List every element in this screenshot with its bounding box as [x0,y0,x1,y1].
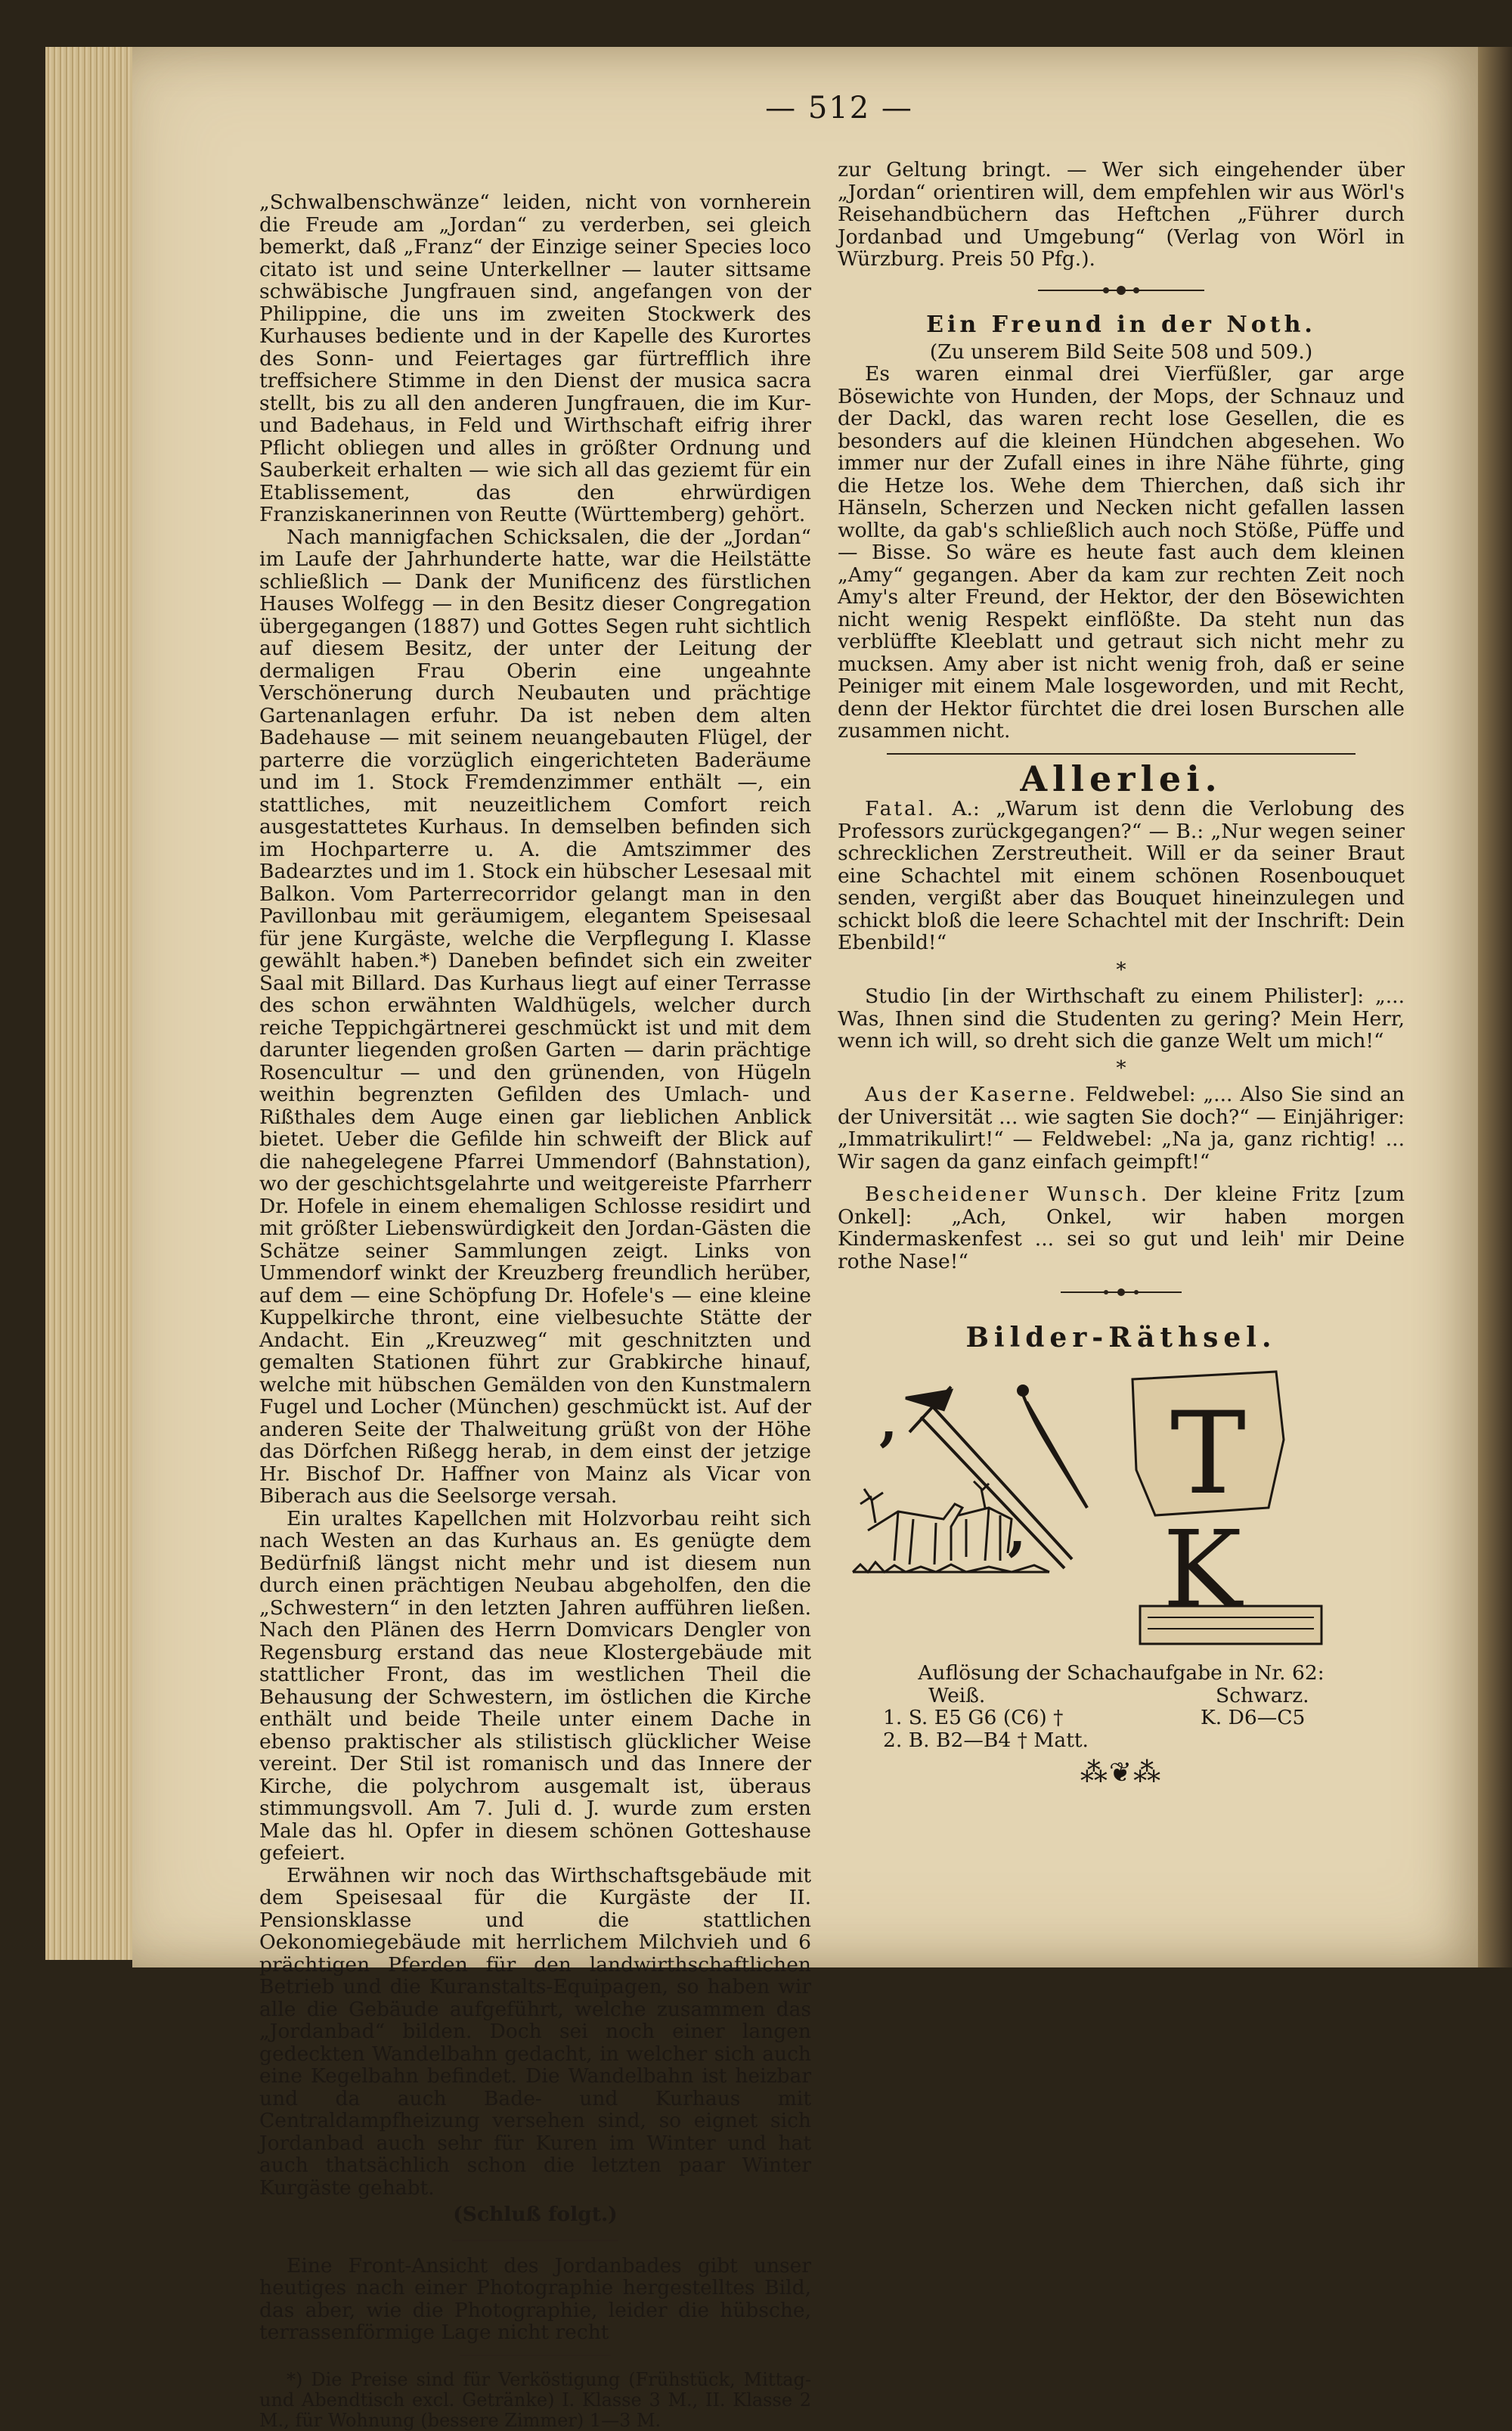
joke-lead: Fatal. [865,797,936,820]
divider [887,753,1356,755]
story-text: Es waren einmal drei Vierfüßler, gar arge Bösewichte von Hunden, der Mops, der Schnauz und der Dackl, das waren recht lose Gesellen, die es besonders auf die kleinen Hündchen abgesehen. Wo immer nur der Zufall eines in ihre Nähe führte, ging die Hetze los. Wehe dem Thierchen, daß sich ihr Hänseln, Scherzen und Necken nicht gefallen lassen wollte, da gab's schließlich auch noch Stöße, Püffe und — Bisse. So wäre es heute fast auch dem kleinen „Amy“ gegangen. Aber da kam zur rechten Zeit noch Amy's alter Freund, der Hektor, der den Bösewichten nicht wenig Respekt einflößte. Da steht nun das verblüffte Kleeblatt und getraut sich nicht mehr zu mucksen. Amy aber ist nicht wenig froh, daß er seine Peiniger mit einem Male losgeworden, und mit Recht, denn der Hektor fürchtet die drei losen Burschen alle zusammen nicht. [838,362,1405,743]
divider [460,2355,611,2356]
chess-solution [838,1662,1405,1751]
picture-rebus [838,1357,1405,1651]
ornament-divider [838,280,1405,302]
closing-ornament: ⁂❦⁂ [1080,1757,1163,1788]
chess-header [838,1685,1405,1707]
article-continuation: zur Geltung bringt. — Wer sich eingehender über „Jordan“ orientiren will, dem empfehlen wir aus Wörl's Reisehandbüchern das Heftchen „Führer durch Jordanbad und Umgebung“ (Verlag von Wörl in Würzburg. Preis 50 Pfg.). [838,158,1405,271]
book-page-edges [45,47,136,1960]
joke-text: Der kleine Fritz [zum Onkel]: „Ach, Onkel, wir haben morgen Kindermaskenfest ... sei so gut und leih' mir Deine rothe Nase!“ [838,1183,1405,1273]
book-gutter [1478,47,1512,1967]
joke-lead: Bescheidener Wunsch. [865,1183,1150,1206]
article-paragraph: Nach mannigfachen Schicksalen, die der „Jordan“ im Laufe der Jahrhunderte hatte, war die Heilstätte schließlich — Dank der Munificenz des fürstlichen Hauses Wolfegg — in den Besitz dieser Congregation übergegangen (1887) und Gottes Segen ruht sichtlich auf diesem Besitz, der unter der Leitung der dermaligen Frau Oberin eine ungeahnte Verschönerung durch Neubauten und prächtige Gartenanlagen erfuhr. Da ist neben dem alten Badehause — mit seinem neuangebauten Flügel, der parterre die vorzüglich eingerichteten Baderäume und im 1. Stock Fremdenzimmer enthält —, ein stattliches, mit neuzeitlichem Comfort reich ausgestattetes Kurhaus. In demselben befinden sich im Hochparterre u. A. die Amtszimmer des Badearztes und im 1. Stock ein hübscher Lesesaal mit Balkon. Vom Parterrecorridor gelangt man in den Pavillonbau mit geräumigem, elegantem Speisesaal für jene Kurgäste, welche die Verpflegung I. Klasse gewählt haben.*) Daneben befindet sich ein zweiter Saal mit Billard. Das Kurhaus liegt auf einer Terrasse des schon erwähnten Waldhügels, welcher durch reiche Teppichgärtnerei geschmückt ist und mit dem darunter liegenden großen Garten — darin prächtige Rosencultur — und den grünenden, von Hügeln weithin begrenzten Gefilden des Umlach- und Rißthales dem Auge einen gar lieblichen Anblick bietet. Ueber die Gefilde hin schweift der Blick auf die nahegelegene Pfarrei Ummendorf (Bahnstation), wo der geschichtsgelahrte und weitgereiste Pfarrherr Dr. Hofele in einem ehemaligen Schlosse residirt und mit größter Liebenswürdigkeit den Jordan-Gästen die Schätze seiner Sammlungen zeigt. Links von Ummendorf winkt der Kreuzberg freundlich herüber, auf dem — eine Schöpfung Dr. Hofele's — eine kleine Kuppelkirche thront, eine vielbesuchte Stätte der Andacht. Ein „Kreuzweg“ mit geschnitzten und gemalten Stationen führt zur Grabkirche hinauf, welche mit hübschen Gemälden von den Kunstmalern Fugel und Locher (München) geschmückt ist. Auf der anderen Seite der Thalweitung grüßt von der Höhe das Dörfchen Rißegg herab, in dem einst der jetzige Hr. Bischof Dr. Haffner von Mainz als Vicar von Biberach aus die Seelsorge versah. [259,525,811,1508]
rebus-title: Bilder-Räthsel. [965,1321,1277,1353]
joke-lead: Aus der Kaserne. [865,1083,1078,1106]
ornament-svg [1038,284,1204,296]
right-column [838,159,1405,1794]
paper-sheet-icon [1132,1372,1284,1520]
continued-note: (Schluß folgt.) [453,2203,618,2226]
chess-move [838,1729,1405,1752]
joke-text: A.: „Warum ist denn die Verlobung des Professors zurückgegangen?“ — B.: „Nur wegen seiner schrecklichen Zerstreutheit. Will er da seiner Braut eine Schachtel mit einem schönen Rosenbouquet senden, vergißt aber das Bouquet hineinzulegen und schickt bloß die leere Schachtel mit der Inschrift: Dein Ebenbild!“ [838,797,1405,954]
rebus-letter-k: K [1163,1509,1242,1632]
page-number: — 512 — [765,91,913,126]
rebus-illustration [838,1357,1405,1651]
story-subtitle: (Zu unserem Bild Seite 508 und 509.) [929,340,1313,364]
joke-lead: Studio [865,984,931,1008]
footnote: *) Die Preise sind für Verköstigung (Frühstück, Mittag- und Abendtisch excl. Getränke) I. Klasse 3 M., II. Klasse 2 M., für Wohnung (bessere Zimmer) 1—3 M. [259,2368,811,2431]
divider [452,2240,618,2241]
article-paragraph: Ein uraltes Kapellchen mit Holzvorbau reiht sich nach Westen an das Kurhaus an. Es genügte dem Bedürfniß längst nicht mehr und ist diesem nun durch einen prächtigen Neubau abgeholfen, den die „Schwestern“ in den letzten Jahren aufführen ließen. Nach den Plänen des Herrn Domvicars Dengler von Regensburg erstand das neue Klostergebäude mit stattlicher Front, das im westlichen Theil die Behausung der Schwestern, im östlichen die Kirche enthält und beide Theile unter einem Dache in ebenso praktischer als stilistisch glücklicher Weise vereint. Der Stil ist romanisch und das Innere der Kirche, die polychrom ausgemalt ist, überaus stimmungsvoll. Am 7. Juli d. J. wurde zum ersten Male das hl. Opfer in diesem schönen Gotteshause gefeiert. [259,1506,811,1865]
svg-text:,: , [879,1390,898,1453]
joke-text: Feldwebel: „... Also Sie sind an der Universität ... wie sagten Sie doch?“ — Einjähriger: „Immatrikulirt!“ — Feldwebel: „Na ja, ganz richtig! ... Wir sagen da ganz einfach geimpft!“ [838,1083,1405,1174]
svg-text:,: , [1008,1499,1027,1562]
chess-move-white: 1. S. E5 G6 (C6) † [883,1706,1064,1729]
chess-white-label: Weiß. [928,1683,986,1707]
sword-icon [906,1387,1072,1568]
quill-icon [1018,1386,1087,1508]
joke [838,985,1405,1053]
left-column [259,191,811,2431]
chess-black-label: Schwarz. [1216,1683,1309,1707]
image-note: Eine Front-Ansicht des Jordanbades gibt unser heutiges nach einer Photographie hergestelltes Bild, das aber, wie die Photographie, leider die hübsche, terrassenförmige Lage nicht recht [259,2253,811,2344]
chess-move-white: 2. B. B2—B4 † Matt. [883,1728,1089,1752]
story-title: Ein Freund in der Noth. [926,312,1316,338]
separator-star: * [1116,1056,1126,1080]
chess-title: Auflösung der Schachaufgabe in Nr. 62: [918,1661,1325,1685]
rebus-letter-t: T [1170,1388,1247,1520]
ornament-divider [838,1282,1405,1304]
joke [838,1183,1405,1273]
anvil-icon [1140,1509,1321,1644]
joke-text: [in der Wirthschaft zu einem Philister]: „... Was, Ihnen sind die Studenten zu gering? Mein Herr, wenn ich will, so dreht sich die ganze Welt um mich!“ [838,984,1405,1053]
article-paragraph: „Schwalbenschwänze“ leiden, nicht von vornherein die Freude am „Jordan“ zu verderben, sei gleich bemerkt, daß „Franz“ der Einzige seiner Species loco citato ist und seine Unterkellner — lauter sittsame schwäbische Jungfrauen sind, angefangen von der Philippine, die uns im zweiten Stockwerk des Kurhauses bediente und in der Kapelle des Kurortes des Sonn- und Feiertages gar fürtrefflich ihre treffsichere Stimme in den Dienst der musica sacra stellt, bis zu all den anderen Jungfrauen, die im Kur- und Badehaus, in Feld und Wirthschaft eifrig ihrer Pflicht obliegen und alles in größter Ordnung und Sauberkeit erhalten — wie sich all das geziemt für ein Etablissement, das den ehrwürdigen Franziskanerinnen von Reutte (Württemberg) gehört. [259,191,811,526]
chess-move [838,1707,1405,1729]
article-paragraph: Erwähnen wir noch das Wirthschaftsgebäude mit dem Speisesaal für die Kurgäste der II. Pensionsklasse und die stattlichen Oekonomiegebäude mit herrlichem Milchvieh und 6 prächtigen Pferden für den landwirthschaftlichen Betrieb und die Kuranstalts-Equipagen, so haben wir alle die Gebäude aufgeführt, welche zusammen das „Jordanbad“ bilden. Doch sei noch einer langen gedeckten Wandelbahn gedacht, in welcher sich auch eine Kegelbahn befindet. Die Wandelbahn ist heizbar und da auch Bade- und Kurhaus mit Centraldampfheizung versehen sind, so eignet sich Jordanbad auch sehr für Kuren im Winter und hat auch thatsächlich schon die letzten paar Winter Kurgäste gehabt. [259,1863,811,2200]
chess-move-black: K. D6—C5 [1201,1706,1306,1729]
joke [838,1084,1405,1173]
ornament-svg [1061,1286,1182,1298]
joke [838,798,1405,954]
separator-star: * [1116,957,1126,981]
allerlei-title: Allerlei. [1020,758,1222,799]
